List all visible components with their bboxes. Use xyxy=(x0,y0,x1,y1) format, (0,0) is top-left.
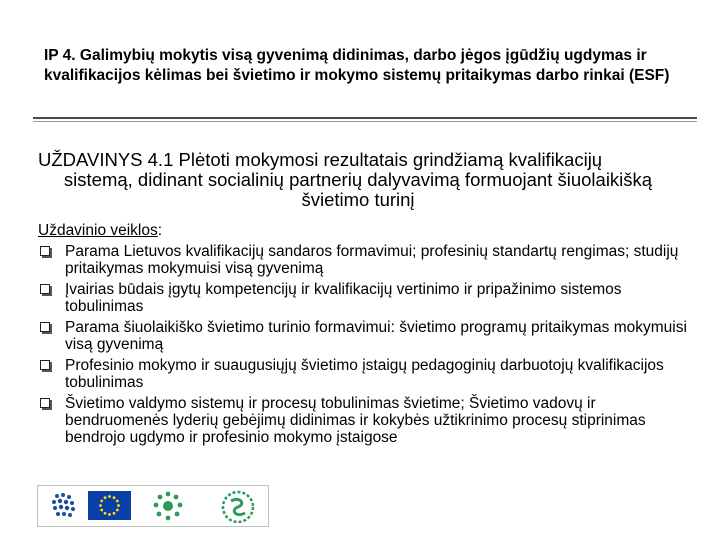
list-item-text: Profesinio mokymo ir suaugusiųjų švietimo įstaigų pedagoginių darbuotojų kvalifikacijos tobulinimas xyxy=(65,357,664,391)
square-bullet-icon xyxy=(40,398,50,408)
list-item xyxy=(38,357,698,391)
list-item-text: Įvairias būdais įgytų kompetencijų ir kvalifikacijų vertinimo ir pripažinimo sistemos tobulinimas xyxy=(65,281,622,315)
dots-logo-icon xyxy=(48,490,78,520)
eu-flag-icon xyxy=(88,491,131,520)
list-item xyxy=(38,395,698,446)
square-bullet-icon xyxy=(40,322,50,332)
header-divider xyxy=(33,117,697,119)
sunflower-logo-icon xyxy=(150,490,186,522)
list-item xyxy=(38,243,698,277)
list-item xyxy=(38,319,698,353)
square-bullet-icon xyxy=(40,284,50,294)
list-item xyxy=(38,281,698,315)
activities-title-colon: : xyxy=(157,222,163,239)
task-heading-line2: sistemą, didinant socialinių partnerių dalyvavimą formuojant šiuolaikišką švietimo turinį xyxy=(63,169,653,210)
list-item-text: Parama šiuolaikiško švietimo turinio formavimui: švietimo programų pritaikymas mokymuisi visą gyvenimą xyxy=(65,319,687,353)
list-item-text: Švietimo valdymo sistemų ir procesų tobulinimas švietime; Švietimo vadovų ir bendruomenės lyderių gebėjimų didinimas ir kokybės užtikrinimo procesų stiprinimas bendrojo ugdymo ir profesinio mokymo įstaigose xyxy=(65,395,646,446)
square-bullet-icon xyxy=(40,360,50,370)
task-heading-line1: UŽDAVINYS 4.1 Plėtoti mokymosi rezultatais grindžiamą kvalifikacijų xyxy=(38,149,603,170)
slide-header: IP 4. Galimybių mokytis visą gyvenimą didinimas, darbo jėgos įgūdžių ugdymas ir kvalifikacijos kėlimas bei švietimo ir mokymo sistemų pritaikymas darbo rinkai (ESF) xyxy=(44,47,670,84)
list-item-text: Parama Lietuvos kvalifikacijų sandaros formavimui; profesinių standartų rengimas; studijų pritaikymas mokymuisi visą gyvenimą xyxy=(65,243,679,277)
square-bullet-icon xyxy=(40,246,50,256)
activities-section xyxy=(38,222,698,450)
activities-title: Uždavinio veiklos xyxy=(38,222,158,239)
header-divider-thin xyxy=(33,121,697,122)
task-heading xyxy=(38,150,688,210)
activities-list xyxy=(38,243,698,446)
swirl-logo-icon xyxy=(218,490,258,524)
logo-bar xyxy=(37,485,269,527)
